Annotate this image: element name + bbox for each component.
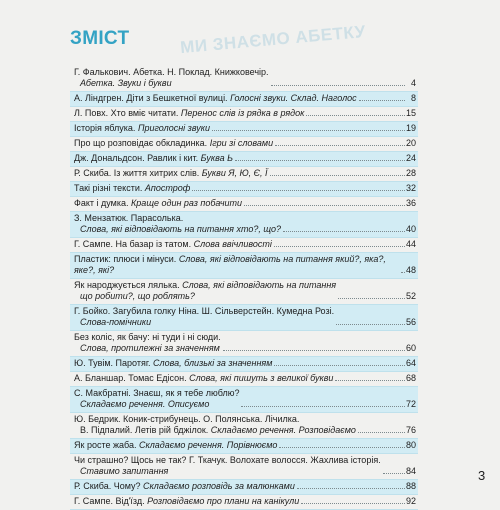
toc-page-number: 48	[406, 265, 417, 275]
toc-page-number: 20	[406, 138, 417, 148]
dot-leader	[383, 473, 405, 474]
dot-leader	[335, 380, 405, 381]
dot-leader	[274, 246, 405, 247]
toc-entry-line	[74, 239, 272, 250]
toc-entry	[70, 152, 418, 167]
toc-header	[0, 21, 500, 58]
title-text: Ю. Тувім. Паротяг.	[74, 358, 154, 368]
topic-text: Слова, які пишуть з великої букви	[189, 373, 334, 383]
toc-entry-line	[74, 466, 381, 477]
topic-text: Слова ввічливості	[193, 239, 272, 249]
toc-entry	[70, 212, 418, 238]
toc-page-number: 44	[406, 239, 417, 249]
title-text: А. Ліндгрен. Діти з Бешкетної вулиці.	[74, 93, 231, 103]
toc-entry-line	[74, 332, 221, 343]
toc-entry-line	[74, 67, 269, 78]
toc-entry	[70, 238, 418, 253]
title-text: В. Підпалий. Летів рій бджілок.	[80, 425, 211, 435]
toc-entry-line	[74, 254, 399, 276]
title-text: Ю. Бедрик. Коник-стрибунець. О. Полянська. Лічилка.	[74, 414, 300, 424]
toc-page-number: 56	[406, 317, 417, 327]
toc-entry	[70, 439, 418, 454]
dot-leader	[358, 432, 405, 433]
toc-page-number: 88	[406, 481, 417, 491]
toc-page-number: 32	[406, 183, 417, 193]
toc-entry	[70, 305, 418, 331]
toc-entry-text	[74, 108, 304, 119]
dot-leader	[297, 488, 405, 489]
topic-text: Ставимо запитання	[80, 466, 169, 476]
toc-entry-line	[74, 440, 277, 451]
dot-leader	[279, 447, 405, 448]
dot-leader	[274, 365, 405, 366]
toc-page-number: 60	[406, 343, 417, 353]
topic-text: що робити?, що роблять?	[80, 291, 195, 301]
toc-page-number: 64	[406, 358, 417, 368]
toc-entry	[70, 122, 418, 137]
title-text: С. Макбратні. Знаєш, як я тебе люблю?	[74, 388, 240, 398]
toc-entry-line	[74, 183, 190, 194]
toc-page-number: 52	[406, 291, 417, 301]
title-text: Л. Повх. Хто вміє читати.	[74, 108, 181, 118]
toc-entry	[70, 495, 418, 510]
toc-entry-text	[74, 153, 233, 164]
topic-text: Приголосні звуки	[137, 123, 210, 133]
toc-page-number: 28	[406, 168, 417, 178]
toc-entry	[70, 454, 418, 480]
dot-leader	[306, 115, 405, 116]
toc-entry-line	[74, 93, 357, 104]
page-title: ЗМІСТ	[70, 28, 130, 49]
topic-text: Складаємо речення. Описуємо	[80, 399, 210, 409]
topic-text: Голосні звуки. Склад. Наголос	[230, 93, 357, 103]
toc-entry-text	[74, 213, 281, 235]
dot-leader	[301, 503, 405, 504]
toc-page-number: 92	[406, 496, 417, 506]
toc-page-number: 15	[406, 108, 417, 118]
toc-entry	[70, 66, 418, 92]
toc-page-number: 36	[406, 198, 417, 208]
topic-text: Слова, близькі за значенням	[153, 358, 273, 368]
toc-entry	[70, 372, 418, 387]
dot-leader	[244, 205, 405, 206]
toc-entry-text	[74, 198, 242, 209]
toc-entry-text	[74, 123, 210, 134]
dot-leader	[192, 190, 405, 191]
topic-text: Ігри зі словами	[209, 138, 274, 148]
toc-entry-line	[74, 168, 268, 179]
dot-leader	[271, 85, 405, 86]
toc-entry	[70, 413, 418, 439]
toc-page-number: 8	[410, 93, 416, 103]
title-text: Г. Фалькович. Абетка. Н. Поклад. Книжковечір.	[74, 67, 269, 77]
title-text: А. Бланшар. Томас Едісон.	[74, 373, 190, 383]
toc-entry	[70, 480, 418, 495]
toc-entry-line	[74, 358, 272, 369]
toc-entry-text	[74, 414, 356, 436]
title-text: Без коліс, як бачу: ні туди і ні сюди.	[74, 332, 221, 342]
toc-entry	[70, 182, 418, 197]
toc-page-number: 24	[406, 153, 417, 163]
dot-leader	[283, 231, 405, 232]
toc-entry-text	[74, 388, 239, 410]
dot-leader	[241, 406, 405, 407]
topic-text: Складаємо розповідь за малюнками	[143, 481, 295, 491]
toc-entry-line	[74, 399, 239, 410]
toc-entry-text	[74, 239, 272, 250]
toc-entry-line	[74, 373, 333, 384]
topic-text: Краще один раз побачити	[131, 198, 243, 208]
toc-page-number: 4	[410, 78, 416, 88]
toc-entry-text	[74, 332, 221, 354]
topic-text: Слова, які відповідають на питання хто?, що?	[80, 224, 282, 234]
toc-entry-text	[74, 183, 190, 194]
topic-text: Слова, які відповідають на питання який?, яка?, яке?, які?	[74, 254, 386, 275]
title-text: Чи страшно? Щось не так? Г. Ткачук. Волохате волосся. Жахлива історія.	[74, 455, 381, 465]
toc-entry-line	[74, 496, 299, 507]
toc-entry-line	[74, 306, 334, 317]
toc-entry-line	[74, 343, 221, 354]
toc-entry-line	[74, 108, 304, 119]
topic-text: Перенос слів із рядка в рядок	[180, 108, 305, 118]
title-text: Г. Сампе. На базар із татом.	[74, 239, 194, 249]
toc-entry-line	[74, 414, 356, 425]
title-text: Факт і думка.	[74, 198, 131, 208]
topic-text: Складаємо речення. Розповідаємо	[210, 425, 356, 435]
toc-entry-text	[74, 168, 268, 179]
topic-text: Розповідаємо про плани на канікули	[147, 496, 300, 506]
toc-entry-text	[74, 358, 272, 369]
toc-entry	[70, 387, 418, 413]
dot-leader	[338, 298, 405, 299]
toc-entry	[70, 167, 418, 182]
toc-page-number: 80	[406, 440, 417, 450]
toc-entry-text	[74, 306, 334, 328]
dot-leader	[235, 160, 405, 161]
topic-text: Букви Я, Ю, Є, Ї	[201, 168, 268, 178]
toc-entry-text	[74, 138, 273, 149]
page-number: 3	[478, 468, 486, 483]
title-text: З. Мензатюк. Парасолька.	[74, 213, 184, 223]
toc-page-number: 68	[406, 373, 417, 383]
toc-entry-line	[74, 198, 242, 209]
toc-entry-line	[74, 138, 273, 149]
dot-leader	[223, 350, 405, 351]
toc-entry-line	[74, 388, 239, 399]
toc-page-number: 72	[406, 399, 417, 409]
dot-leader	[401, 272, 405, 273]
toc-entry-text	[74, 440, 277, 451]
dot-leader	[212, 130, 405, 131]
toc-entry	[70, 279, 418, 305]
title-text: Р. Скиба. Чому?	[74, 481, 144, 491]
title-text: Історія яблука.	[74, 123, 138, 133]
toc-entry-line	[74, 153, 233, 164]
title-text: Г. Сампе. Від'їзд.	[74, 496, 148, 506]
dot-leader	[270, 175, 405, 176]
topic-text: Слова-помічники	[80, 317, 152, 327]
toc-entry	[70, 107, 418, 122]
toc-entry-text	[74, 481, 295, 492]
title-text: Як росте жаба.	[74, 440, 139, 450]
topic-text: Абетка. Звуки і букви	[80, 78, 172, 88]
toc-entry-line	[74, 317, 334, 328]
toc-entry-text	[74, 67, 269, 89]
toc-entry	[70, 197, 418, 212]
toc-entry-text	[74, 373, 333, 384]
toc-entry-text	[74, 254, 399, 276]
toc-entry-line	[74, 291, 336, 302]
topic-text: Апостроф	[144, 183, 191, 193]
toc-entry	[70, 357, 418, 372]
topic-text: Буква Ь	[200, 153, 233, 163]
title-text: Пластик: плюси і мінуси.	[74, 254, 179, 264]
table-of-contents	[70, 66, 418, 510]
toc-page-number: 40	[406, 224, 417, 234]
toc-entry-line	[74, 224, 281, 235]
toc-entry-line	[74, 123, 210, 134]
toc-page-number: 19	[406, 123, 417, 133]
title-text: Про що розповідає обкладинка.	[74, 138, 210, 148]
dot-leader	[275, 145, 405, 146]
toc-entry	[70, 331, 418, 357]
toc-entry-text	[74, 496, 299, 507]
toc-entry-text	[74, 280, 336, 302]
topic-text: Слова, протилежні за значенням	[80, 343, 220, 353]
toc-entry-line	[74, 481, 295, 492]
dot-leader	[336, 324, 405, 325]
topic-text: Складаємо речення. Порівнюємо	[138, 440, 278, 450]
toc-entry-text	[74, 455, 381, 477]
topic-text: Слова, які відповідають на питання	[182, 280, 337, 290]
dot-leader	[359, 100, 405, 101]
toc-entry	[70, 253, 418, 279]
toc-entry	[70, 137, 418, 152]
toc-page-number: 84	[406, 466, 417, 476]
toc-entry-line	[74, 425, 356, 436]
title-text: Дж. Дональдсон. Равлик і кит.	[74, 153, 201, 163]
toc-entry	[70, 92, 418, 107]
header-watermark: МИ ЗНАЄМО АБЕТКУ	[179, 21, 367, 58]
toc-entry-line	[74, 213, 281, 224]
toc-entry-text	[74, 93, 357, 104]
title-text: Як народжується лялька.	[74, 280, 183, 290]
toc-entry-line	[74, 78, 269, 89]
toc-page-number: 76	[406, 425, 417, 435]
title-text: Такі різні тексти.	[74, 183, 145, 193]
toc-entry-line	[74, 280, 336, 291]
title-text: Г. Бойко. Загубила голку Ніна. Ш. Сільверстейн. Кумедна Розі.	[74, 306, 335, 316]
toc-entry-line	[74, 455, 381, 466]
title-text: Р. Скиба. Із життя хитрих слів.	[74, 168, 202, 178]
